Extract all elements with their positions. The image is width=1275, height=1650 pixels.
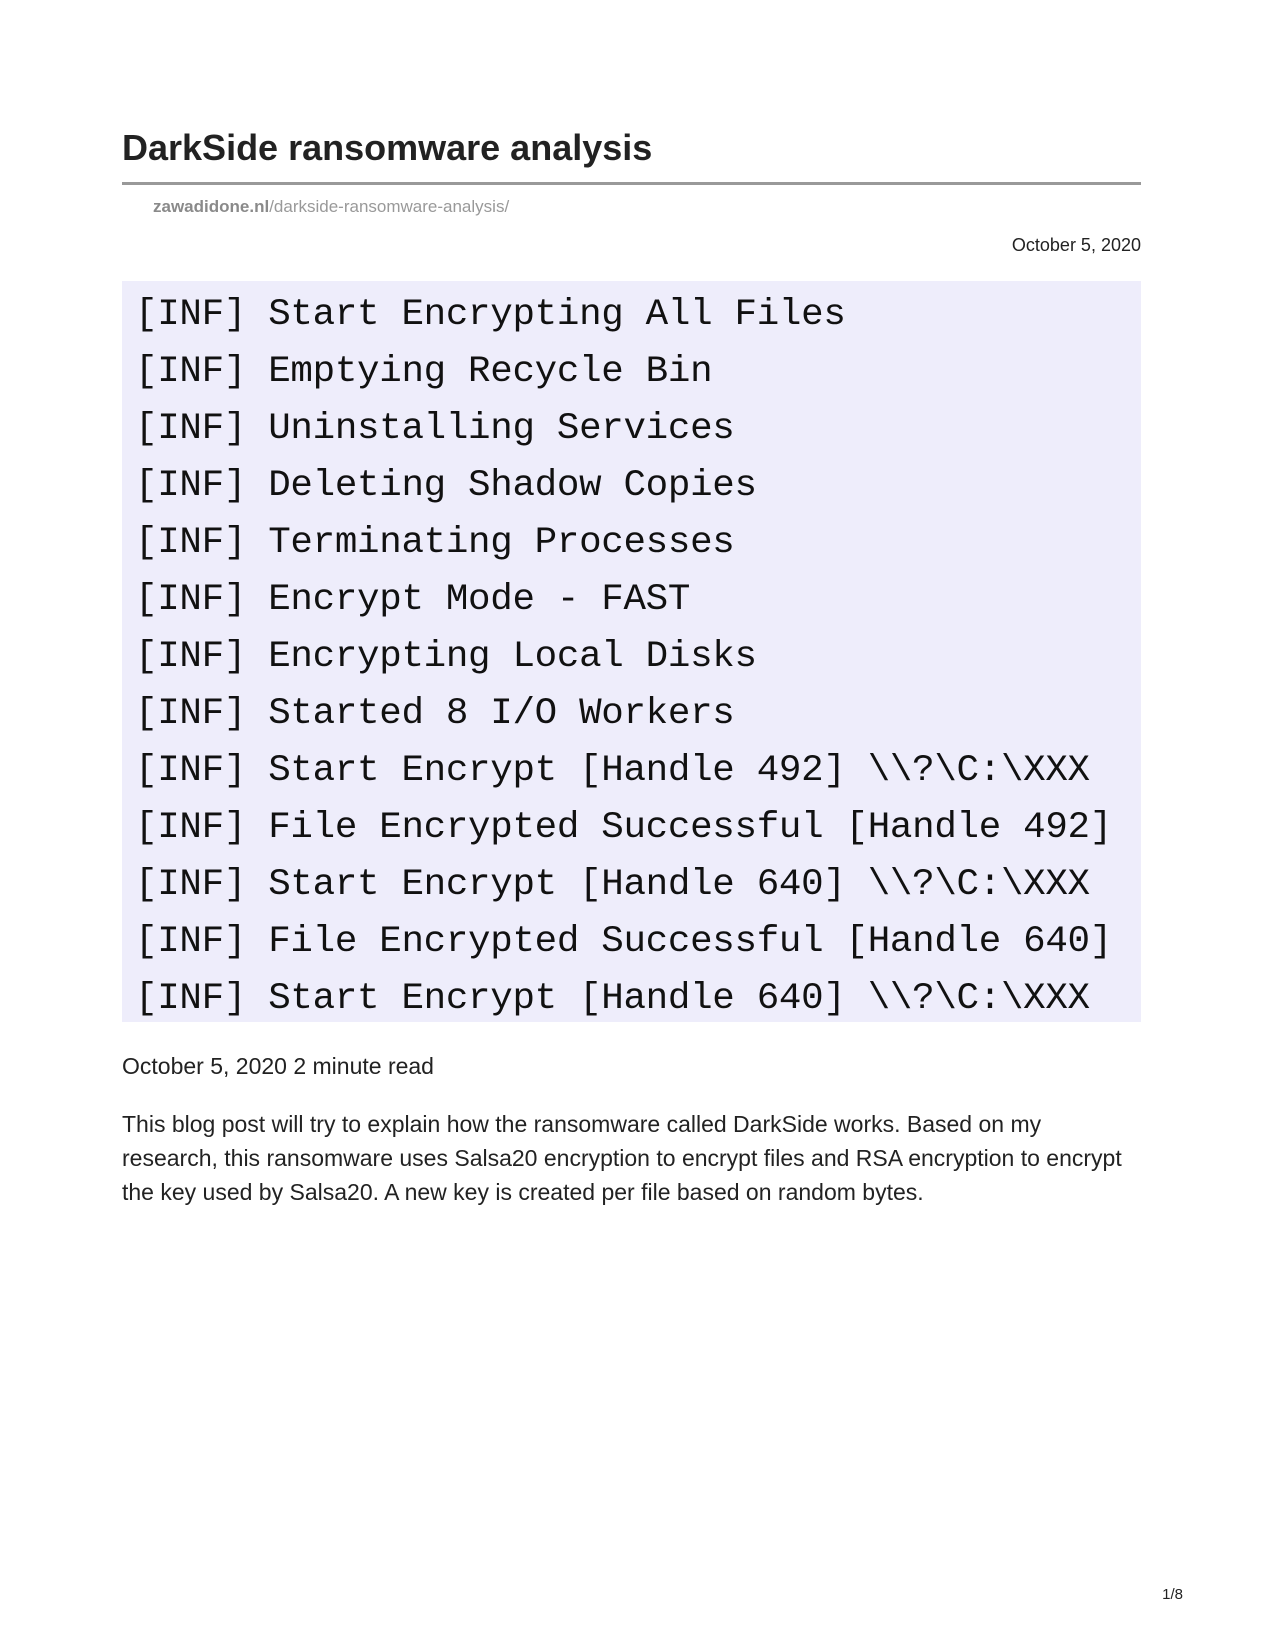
- source-domain: zawadidone.nl: [153, 197, 270, 216]
- source-url[interactable]: [153, 196, 509, 218]
- log-line: [INF] Started 8 I/O Workers: [135, 693, 735, 735]
- log-line: [INF] Start Encrypt [Handle 492] \\?\C:\XXX: [135, 750, 1090, 792]
- source-path: /darkside-ransomware-analysis/: [269, 197, 510, 216]
- title-divider: [122, 182, 1141, 185]
- log-line: [INF] Start Encrypt [Handle 640] \\?\C:\XXX: [135, 978, 1090, 1020]
- log-line: [INF] Uninstalling Services: [135, 408, 735, 450]
- log-line: [INF] Terminating Processes: [135, 522, 735, 564]
- log-line: [INF] Emptying Recycle Bin: [135, 351, 713, 393]
- log-line: [INF] File Encrypted Successful [Handle 492]: [135, 807, 1112, 849]
- log-line: [INF] Encrypting Local Disks: [135, 636, 757, 678]
- console-log-screenshot: [122, 281, 1141, 1022]
- log-line: [INF] Encrypt Mode - FAST: [135, 579, 691, 621]
- page-number: 1/8: [1162, 1586, 1183, 1603]
- log-line: [INF] Start Encrypting All Files: [135, 294, 846, 336]
- log-line: [INF] Start Encrypt [Handle 640] \\?\C:\XXX: [135, 864, 1090, 906]
- page-title: DarkSide ransomware analysis: [122, 127, 653, 168]
- intro-paragraph: This blog post will try to explain how the ransomware called DarkSide works. Based on my research, this ransomware uses Salsa20 encryption to encrypt files and RSA encryption to encrypt the key used by Salsa20. A new key is created per file based on random bytes.: [122, 1111, 1122, 1205]
- log-line: [INF] File Encrypted Successful [Handle 640]: [135, 921, 1112, 963]
- post-meta: October 5, 2020 2 minute read: [122, 1053, 434, 1079]
- header-date: October 5, 2020: [1011, 235, 1141, 255]
- log-line: [INF] Deleting Shadow Copies: [135, 465, 757, 507]
